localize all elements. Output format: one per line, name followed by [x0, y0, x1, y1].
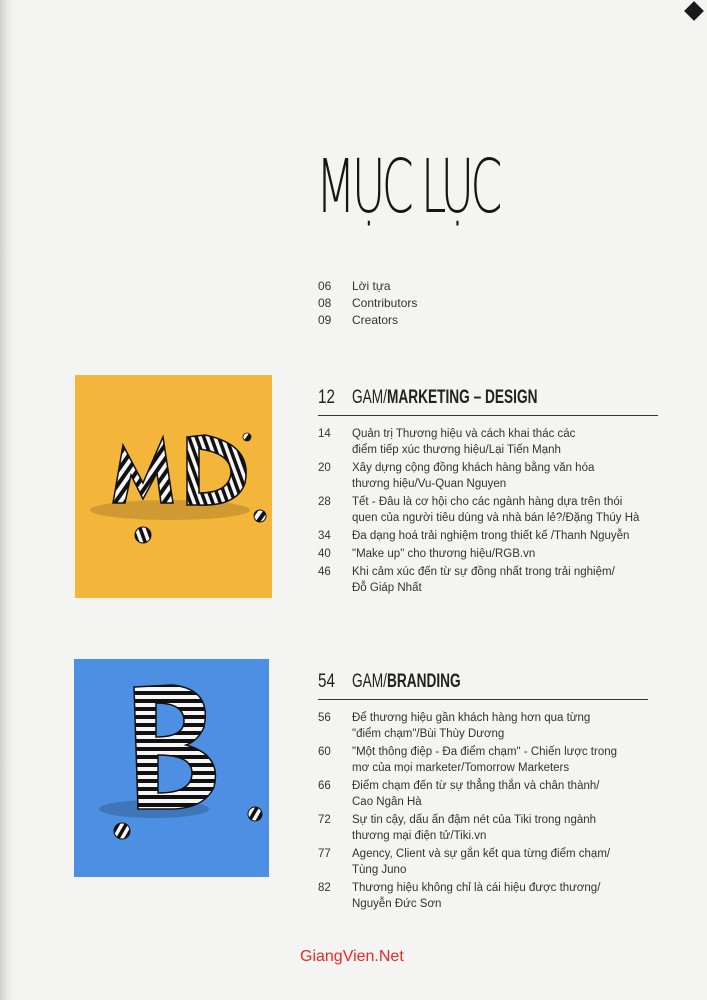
- section-title: GAM/BRANDING: [352, 671, 461, 692]
- toc-entry[interactable]: [318, 744, 648, 776]
- intro-list: [318, 278, 417, 329]
- watermark-text: GiangVien.Net: [300, 948, 404, 965]
- toc-entry-title: Tết - Đâu là cơ hội cho các ngành hàng dựa trên thói quen của người tiêu dùng và nhà bán lẻ?/Đặng Thúy Hà: [352, 496, 640, 524]
- toc-entry[interactable]: [318, 846, 648, 878]
- toc-entry[interactable]: [318, 460, 658, 492]
- toc-page-number: 09: [318, 313, 332, 327]
- toc-entry[interactable]: [318, 494, 658, 526]
- toc-entry-title: Để thương hiệu gần khách hàng hơn qua từng "điểm chạm"/Bùi Thùy Dương: [352, 712, 591, 740]
- section-branding: [318, 671, 648, 914]
- toc-entry-title: Quản trị Thương hiệu và cách khai thác các điểm tiếp xúc thương hiệu/Lại Tiến Mạnh: [352, 428, 576, 456]
- toc-entry[interactable]: [318, 312, 417, 329]
- section-divider: [318, 415, 658, 416]
- toc-entry-title: Sự tin cậy, dấu ấn đậm nét của Tiki trong ngành thương mại điện tử/Tiki.vn: [352, 814, 597, 842]
- toc-page-number: 46: [318, 566, 331, 578]
- toc-page-number: 20: [318, 462, 331, 474]
- toc-entry-title: Creators: [352, 313, 399, 327]
- toc-entry[interactable]: [318, 564, 658, 596]
- toc-entry-title: "Một thông điệp - Đa điểm chạm" - Chiến lược trong mơ của mọi marketer/Tomorrow Marketers: [352, 746, 618, 774]
- toc-page-number: 56: [318, 712, 331, 724]
- toc-entry-title: Lời tựa: [352, 279, 391, 293]
- toc-entry[interactable]: [318, 295, 417, 312]
- toc-page-number: 82: [318, 882, 331, 894]
- toc-page-number: 72: [318, 814, 331, 826]
- page-title: MỤC LỤC: [316, 144, 499, 230]
- toc-entries: [318, 710, 648, 912]
- page-binding-edge: [0, 0, 14, 1000]
- section-marketing-design: [318, 387, 658, 598]
- toc-page-number: 40: [318, 548, 331, 560]
- section-title: GAM/MARKETING – DESIGN: [352, 387, 538, 408]
- toc-page-number: 14: [318, 428, 331, 440]
- toc-page-number: 77: [318, 848, 331, 860]
- toc-page-number: 06: [318, 279, 332, 293]
- toc-entry[interactable]: [318, 880, 648, 912]
- toc-page-number: 34: [318, 530, 331, 542]
- toc-entry-title: Xây dựng cộng đồng khách hàng bằng văn hóa thương hiệu/Vu-Quan Nguyen: [352, 462, 595, 490]
- toc-entry[interactable]: [318, 528, 658, 544]
- branding-artwork: [74, 659, 269, 877]
- toc-page-number: 60: [318, 746, 331, 758]
- toc-entry[interactable]: [318, 426, 658, 458]
- section-divider: [318, 699, 648, 700]
- toc-page-number: 66: [318, 780, 331, 792]
- toc-page-number: 08: [318, 296, 332, 310]
- toc-entry-title: Khi cảm xúc đến từ sự đồng nhất trong trải nghiệm/ Đỗ Giáp Nhất: [352, 566, 615, 594]
- section-page-number: 12: [318, 387, 335, 408]
- corner-mark: [684, 1, 704, 21]
- striped-letters-md-illustration: [75, 375, 272, 598]
- section-heading[interactable]: [318, 387, 658, 413]
- section-page-number: 54: [318, 671, 335, 692]
- toc-entry-title: Điểm chạm đến từ sự thẳng thắn và chân thành/ Cao Ngân Hà: [352, 780, 600, 808]
- section-heading[interactable]: [318, 671, 648, 697]
- toc-entry[interactable]: [318, 812, 648, 844]
- toc-page-number: 28: [318, 496, 331, 508]
- toc-entry-title: Thương hiệu không chỉ là cái hiệu được thương/ Nguyễn Đức Sơn: [352, 882, 601, 910]
- toc-entry[interactable]: [318, 710, 648, 742]
- marketing-design-artwork: [75, 375, 272, 598]
- toc-entry[interactable]: [318, 778, 648, 810]
- toc-entry-title: Đa dạng hoá trải nghiệm trong thiết kế /Thanh Nguyễn: [352, 530, 630, 542]
- toc-entries: [318, 426, 658, 596]
- toc-entry-title: Agency, Client và sự gắn kết qua từng điểm chạm/ Tùng Juno: [352, 848, 611, 876]
- toc-entry[interactable]: [318, 546, 658, 562]
- toc-entry-title: Contributors: [352, 296, 418, 310]
- toc-entry-title: "Make up" cho thương hiệu/RGB.vn: [352, 548, 536, 560]
- striped-letter-b-illustration: [74, 659, 269, 877]
- toc-entry[interactable]: [318, 278, 417, 295]
